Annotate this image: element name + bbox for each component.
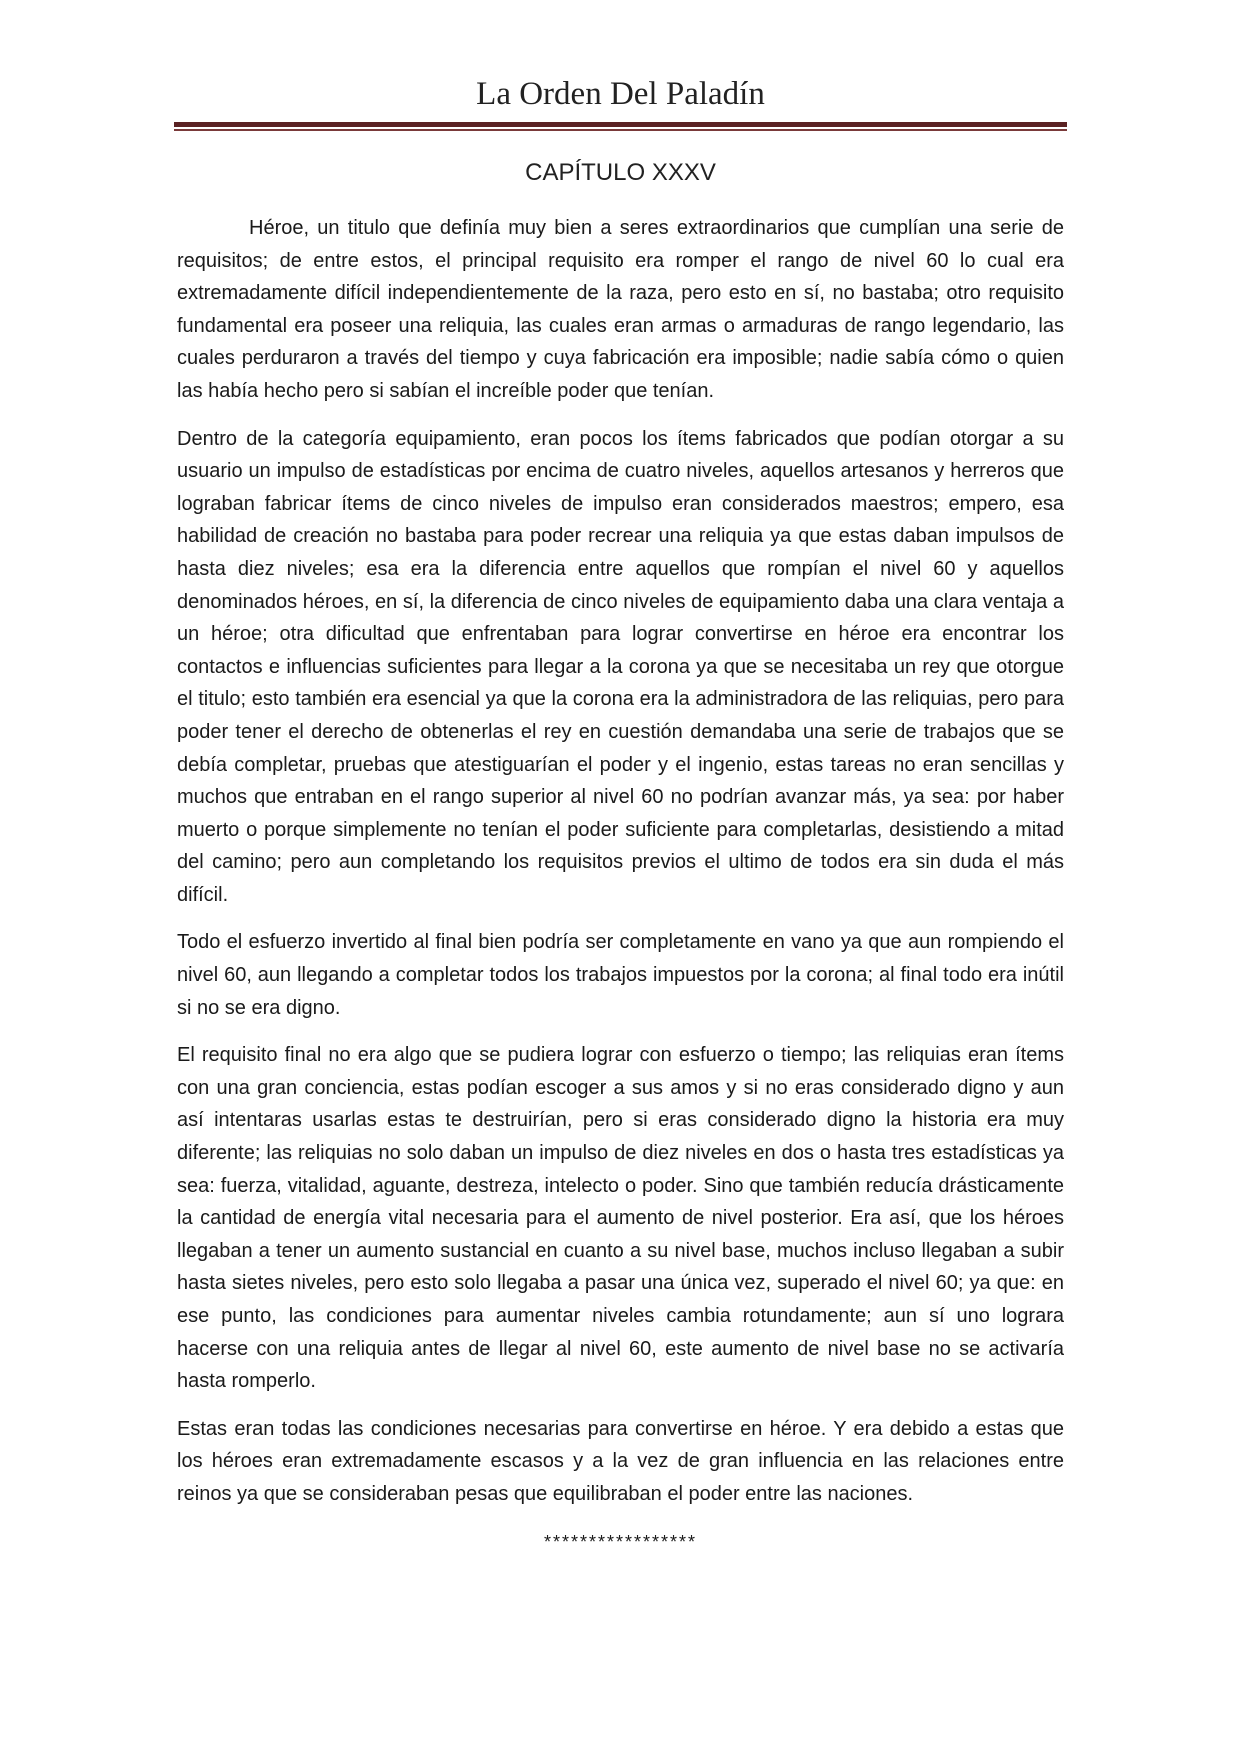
paragraph: Dentro de la categoría equipamiento, eran pocos los ítems fabricados que podían otorgar a su usuario un impulso de estadísticas por encima de cuatro niveles, aquellos artesanos y herreros que lograban fabricar ítems de cinco niveles de impulso eran considerados maestros; empero, esa habilidad de creación no bastaba para poder recrear una reliquia ya que estas daban impulsos de hasta diez niveles; esa era la diferencia entre aquellos que rompían el nivel 60 y aquellos denominados héroes, en sí, la diferencia de cinco niveles de equipamiento daba una clara ventaja a un héroe; otra dificultad que enfrentaban para lograr convertirse en héroe era encontrar los contactos e influencias suficientes para llegar a la corona ya que se necesitaba un rey que otorgue el titulo; esto también era esencial ya que la corona era la administradora de las reliquias, pero para poder tener el derecho de obtenerlas el rey en cuestión demandaba una serie de trabajos que se debía completar, pruebas que atestiguarían el poder y el ingenio, estas tareas no eran sencillas y muchos que entraban en el rango superior al nivel 60 no podrían avanzar más, ya sea: por haber muerto o porque simplemente no tenían el poder suficiente para completarlas, desistiendo a mitad del camino; pero aun completando los requisitos previos el ultimo de todos era sin duda el más difícil. [177,427,1064,906]
paragraph: Todo el esfuerzo invertido al final bien podría ser completamente en vano ya que aun rompiendo el nivel 60, aun llegando a completar todos los trabajos impuestos por la corona; al final todo era inútil si no se era digno. [177,931,1064,1019]
section-separator: ***************** [543,1531,698,1552]
book-title: La Orden Del Paladín [476,76,765,112]
header-rule-thick [174,122,1067,127]
header-rule [174,122,1067,131]
chapter-body [177,212,1064,1558]
paragraph: El requisito final no era algo que se pudiera lograr con esfuerzo o tiempo; las reliquias eran ítems con una gran conciencia, estas podían escoger a sus amos y si no eras considerado digno y aun así intentaras usarlas estas te destruirían, pero si eras considerado digno la historia era muy diferente; las reliquias no solo daban un impulso de diez niveles en dos o hasta tres estadísticas ya sea: fuerza, vitalidad, aguante, destreza, intelecto o poder. Sino que también reducía drásticamente la cantidad de energía vital necesaria para el aumento de nivel posterior. Era así, que los héroes llegaban a tener un aumento sustancial en cuanto a su nivel base, muchos incluso llegaban a subir hasta sietes niveles, pero esto solo llegaba a pasar una única vez, superado el nivel 60; ya que: en ese punto, las condiciones para aumentar niveles cambia rotundamente; aun sí uno lograra hacerse con una reliquia antes de llegar al nivel 60, este aumento de nivel base no se activaría hasta romperlo. [177,1044,1064,1393]
paragraph: Estas eran todas las condiciones necesarias para convertirse en héroe. Y era debido a estas que los héroes eran extremadamente escasos y a la vez de gran influencia en las relaciones entre reinos ya que se consideraban pesas que equilibraban el poder entre las naciones. [177,1417,1064,1505]
header-rule-thin [174,129,1067,131]
chapter-title: CAPÍTULO XXXV [525,159,716,186]
paragraph: Héroe, un titulo que definía muy bien a seres extraordinarios que cumplían una serie de requisitos; de entre estos, el principal requisito era romper el rango de nivel 60 lo cual era extremadamente difícil independientemente de la raza, pero esto en sí, no bastaba; otro requisito fundamental era poseer una reliquia, las cuales eran armas o armaduras de rango legendario, las cuales perduraron a través del tiempo y cuya fabricación era imposible; nadie sabía cómo o quien las había hecho pero si sabían el increíble poder que tenían. [177,217,1064,402]
running-header [174,70,1067,131]
